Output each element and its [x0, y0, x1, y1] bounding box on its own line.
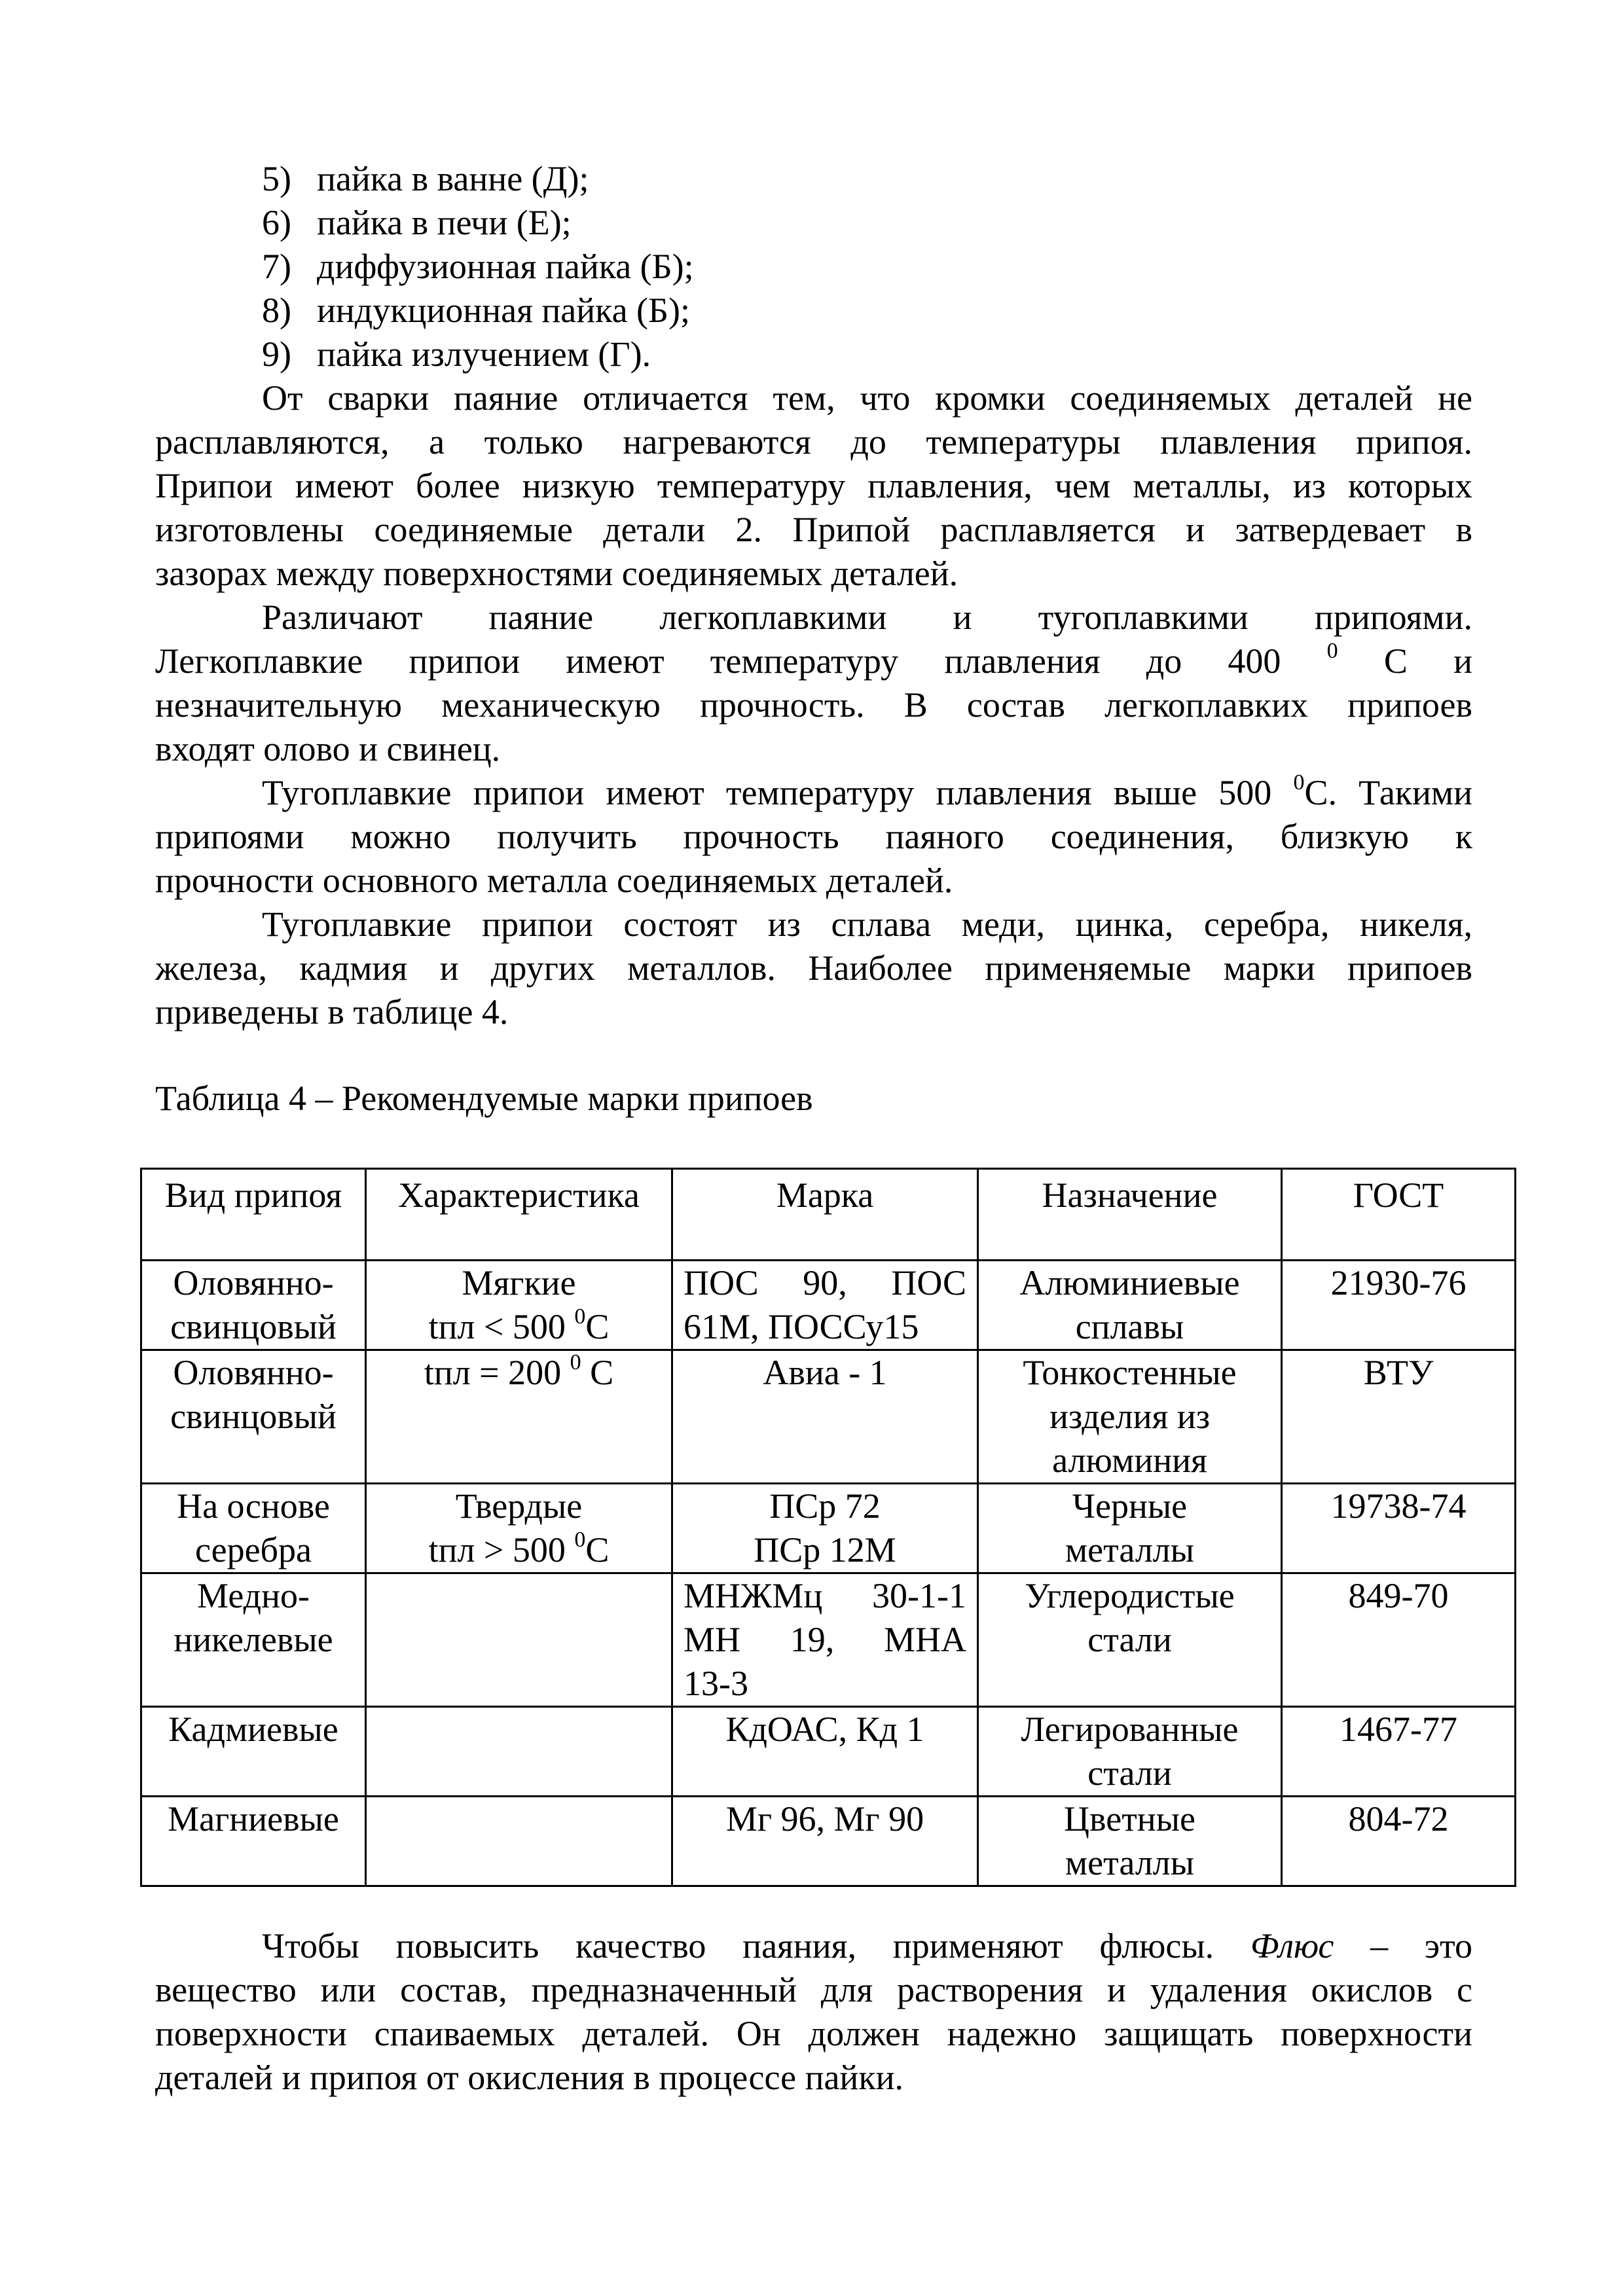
paragraph-hard-solders: Тугоплавкие припои имеют температуру плавления выше 500 $^0$С. Такими припоями можно получить прочность паяного соединения, близкую к прочности основного металла соединяемых деталей. [155, 770, 1472, 900]
table-cell: Мягкие tпл < 500 $^0$C [366, 1261, 672, 1350]
table-cell: Тонкостенные изделия из алюминия [978, 1350, 1282, 1484]
table-cell: Магниевые [141, 1797, 366, 1886]
paragraph-soft-solders: Различают паяние легкоплавкими и тугоплавкими припоями. Легкоплавкие припои имеют температуру плавления до 400 $^0$ С и незначительную механическую прочность. В состав легкоплавких припоев входят олово и свинец. [155, 598, 1472, 768]
table-cell: tпл = 200 $^0$ C [366, 1350, 672, 1484]
header-cell: Вид припоя [141, 1169, 366, 1261]
table-cell: Оловянно- свинцовый [141, 1261, 366, 1350]
term-flux: Флюс [1250, 1926, 1334, 1965]
paragraph-flux: Чтобы повысить качество паяния, применяют флюсы. Флюс – это вещество или состав, предназначенный для растворения и удаления окислов с поверхности спаиваемых деталей. Он должен надежно защищать поверхности деталей и припоя от окисления в процессе пайки. [155, 1926, 1472, 2097]
table-cell: Кадмиевые [141, 1707, 366, 1797]
table-cell: Алюминиевые сплавы [978, 1261, 1282, 1350]
table-row [141, 1797, 1516, 1886]
solder-table [140, 1168, 1516, 1887]
table-cell [366, 1797, 672, 1886]
header-cell: Назначение [978, 1169, 1282, 1261]
header-cell: Марка [672, 1169, 978, 1261]
table-cell: Твердые tпл > 500 $^0$C [366, 1484, 672, 1573]
table-cell: Оловянно- свинцовый [141, 1350, 366, 1484]
paragraph-solder-composition: Тугоплавкие припои состоят из сплава меди, цинка, серебра, никеля, железа, кадмия и других металлов. Наиболее применяемые марки припоев приведены в таблице 4. [155, 905, 1472, 1031]
table-cell: 849-70 [1282, 1573, 1516, 1707]
table-cell: 21930-76 [1282, 1261, 1516, 1350]
list-item: 5) пайка в ванне (Д); [262, 159, 589, 198]
table-caption: Таблица 4 – Рекомендуемые марки припоев [155, 1079, 813, 1118]
table-cell: Углеродистые стали [978, 1573, 1282, 1707]
table-cell: МНЖМц 30-1-1 МН 19, МНА 13-3 [672, 1573, 978, 1707]
table-cell: 1467-77 [1282, 1707, 1516, 1797]
table-row [141, 1573, 1516, 1707]
list-item: 6) пайка в печи (Е); [262, 203, 572, 242]
table-cell: Цветные металлы [978, 1797, 1282, 1886]
paragraph-brazing-vs-welding: От сварки паяние отличается тем, что кромки соединяемых деталей не расплавляются, а только нагреваются до температуры плавления припоя. Припои имеют более низкую температуру плавления, чем металлы, из которых изготовлены соединяемые детали 2. Припой расплавляется и затвердевает в зазорах между поверхностями соединяемых деталей. [155, 378, 1472, 593]
table-cell: 19738-74 [1282, 1484, 1516, 1573]
list-item: 9) пайка излучением (Г). [262, 334, 651, 374]
table-cell [366, 1573, 672, 1707]
table-row [141, 1707, 1516, 1797]
table-cell: Мг 96, Мг 90 [672, 1797, 978, 1886]
list-item: 8) индукционная пайка (Б); [262, 291, 691, 330]
table-header-row [141, 1169, 1516, 1261]
table-cell: На основе серебра [141, 1484, 366, 1573]
table-cell: ПСр 72 ПСр 12М [672, 1484, 978, 1573]
table-cell: Черные металлы [978, 1484, 1282, 1573]
header-cell: ГОСТ [1282, 1169, 1516, 1261]
table-cell: Легированные стали [978, 1707, 1282, 1797]
table-row [141, 1484, 1516, 1573]
table-cell: КдОАС, Кд 1 [672, 1707, 978, 1797]
list-item: 7) диффузионная пайка (Б); [262, 247, 694, 286]
table-cell: ПОС 90, ПОС 61М, ПОССу15 [672, 1261, 978, 1350]
table-cell: Авиа - 1 [672, 1350, 978, 1484]
table-cell: Медно- никелевые [141, 1573, 366, 1707]
table-cell: ВТУ [1282, 1350, 1516, 1484]
table-cell [366, 1707, 672, 1797]
header-cell: Характеристика [366, 1169, 672, 1261]
table-row [141, 1350, 1516, 1484]
table-row [141, 1261, 1516, 1350]
table-cell: 804-72 [1282, 1797, 1516, 1886]
